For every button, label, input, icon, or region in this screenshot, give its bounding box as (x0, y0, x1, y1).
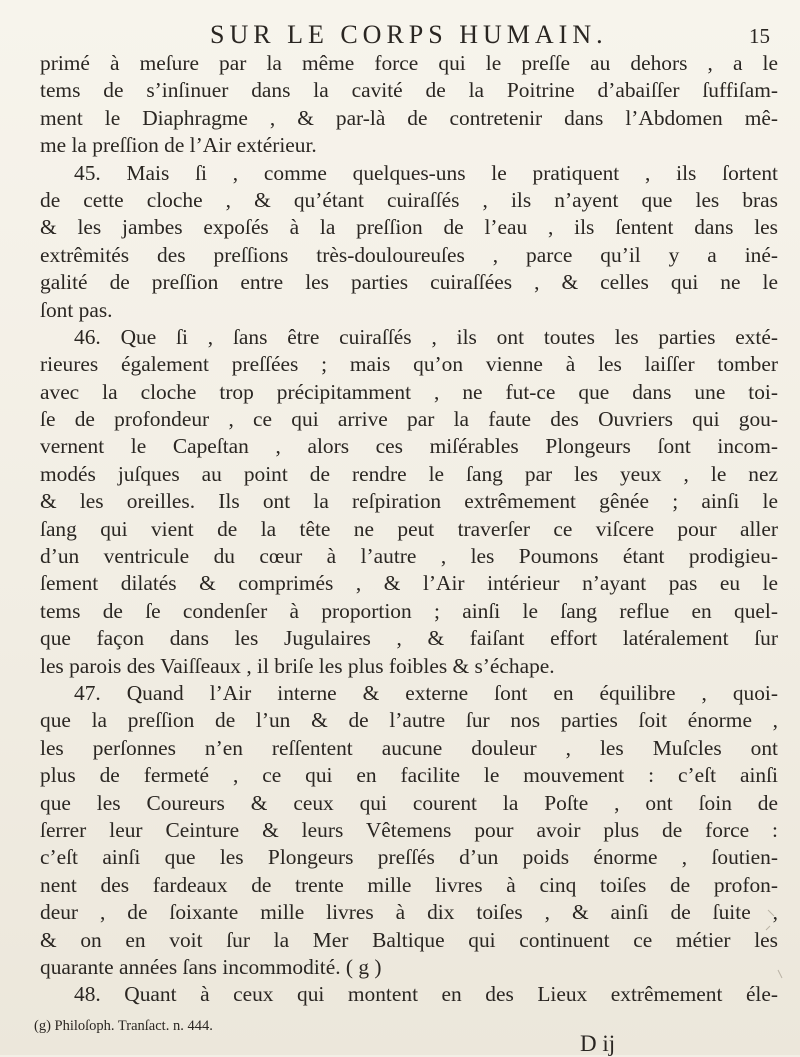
text-line: ment le Diaphragme , & par-là de contretenir dans l’Abdomen mê- (40, 105, 778, 130)
text-line: que les Coureurs & ceux qui courent la Poſte , ont ſoin de (40, 790, 778, 815)
text-line: ſerrer leur Ceinture & leurs Vêtemens pour avoir plus de force : (40, 817, 778, 842)
text-line: ſe de profondeur , ce qui arrive par la faute des Ouvriers qui gou- (40, 407, 778, 432)
paragraph-46-start: 46. Que ſi , ſans être cuiraſſés , ils ont toutes les parties exté- (74, 324, 778, 349)
text-line: extrêmités des preſſions très-douloureuſes , parce qu’il y a iné- (40, 242, 778, 267)
body-text (40, 50, 778, 1009)
text-line: galité de preſſion entre les parties cuiraſſées , & celles qui ne le (40, 270, 778, 295)
text-line: & on en voit ſur la Mer Baltique qui continuent ce métier les (40, 927, 778, 952)
text-line: avec la cloche trop précipitamment , ne fut-ce que dans une toi- (40, 379, 778, 404)
text-line: vernent le Capeſtan , alors ces miſérables Plongeurs ſont incom- (40, 434, 778, 459)
paragraph-47-start: 47. Quand l’Air interne & externe ſont en équilibre , quoi- (74, 680, 778, 705)
text-line: & les jambes expoſés à la preſſion de l’eau , ils ſentent dans les (40, 215, 778, 240)
text-line: deur , de ſoixante mille livres à dix toiſes , & ainſi de ſuite , (40, 900, 778, 925)
text-line: d’un ventricule du cœur à l’autre , les Poumons étant prodigieu- (40, 544, 778, 569)
text-line: tems de ſe condenſer à proportion ; ainſi le ſang reflue en quel- (40, 598, 778, 623)
page-header (210, 20, 770, 54)
text-line: nent des fardeaux de trente mille livres à cinq toiſes de profon- (40, 872, 778, 897)
paragraph-48-start: 48. Quant à ceux qui montent en des Lieux extrêmement éle- (74, 982, 778, 1007)
paragraph-45-start: 45. Mais ſi , comme quelques-uns le pratiquent , ils ſortent (74, 160, 778, 185)
text-line: c’eſt ainſi que les Plongeurs preſſés d’un poids énorme , ſoutien- (40, 845, 778, 870)
paper-specks-decoration (760, 900, 790, 1020)
footnote: (g) Philoſoph. Tranſact. n. 444. (34, 1018, 213, 1034)
text-line: ſont pas. (40, 297, 113, 322)
text-line: ſement dilatés & comprimés , & l’Air intérieur n’ayant pas eu le (40, 571, 778, 596)
text-line: me la preſſion de l’Air extérieur. (40, 133, 317, 158)
text-line: que façon dans les Jugulaires , & faiſant effort latéralement ſur (40, 626, 778, 651)
text-line: de cette cloche , & qu’étant cuiraſſés , ils n’ayent que les bras (40, 187, 778, 212)
text-line: modés juſques au point de rendre le ſang par les yeux , le nez (40, 461, 778, 486)
text-line: plus de fermeté , ce qui en facilite le mouvement : c’eſt ainſi (40, 763, 778, 788)
text-line: primé à meſure par la même force qui le preſſe au dehors , a le (40, 51, 778, 75)
running-title: SUR LE CORPS HUMAIN. (210, 20, 608, 49)
text-line: quarante années ſans incommodité. ( g ) (40, 954, 382, 979)
signature-mark: D ij (580, 1031, 616, 1056)
text-line: tems de s’inſinuer dans la cavité de la Poitrine d’abaiſſer ſuffiſam- (40, 78, 778, 103)
text-line: & les oreilles. Ils ont la reſpiration extrêmement gênée ; ainſi le (40, 489, 778, 514)
page-number: 15 (749, 24, 770, 48)
text-line: les parois des Vaiſſeaux , il briſe les plus foibles & s’échape. (40, 653, 555, 678)
text-line: ſang qui vient de la tête ne peut traverſer ce viſcere pour aller (40, 516, 778, 541)
text-line: rieures également preſſées ; mais qu’on vienne à les laiſſer tomber (40, 352, 778, 377)
text-line: les perſonnes n’en reſſentent aucune douleur , les Muſcles ont (40, 735, 778, 760)
text-line: que la preſſion de l’un & de l’autre ſur nos parties ſoit énorme , (40, 708, 778, 733)
